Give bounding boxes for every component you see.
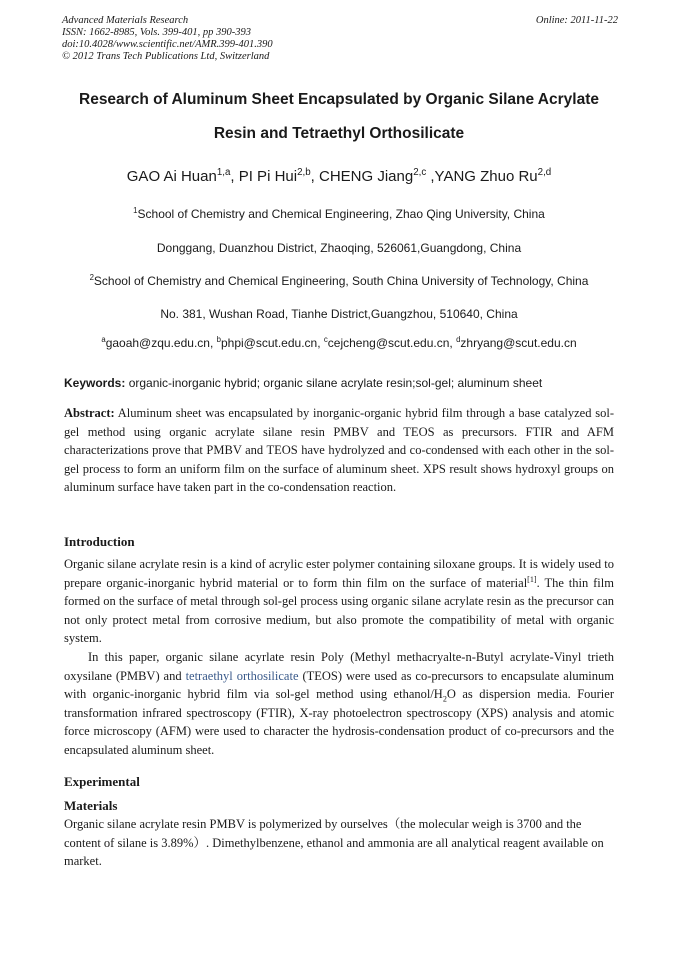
affiliation-1-line-2: Donggang, Duanzhou District, Zhaoqing, 526061,Guangdong, China bbox=[156, 241, 522, 255]
keywords-line bbox=[64, 376, 618, 390]
paper-title-line-1: Research of Aluminum Sheet Encapsulated by Organic Silane Acrylate bbox=[79, 91, 599, 108]
materials-paragraph: Organic silane acrylate resin PMBV is polymerized by ourselves（the molecular weigh is 3700 and the content of silane is 3.89%）. Dimethylbenzene, ethanol and ammonia are all analytical reagent available on market. bbox=[64, 817, 604, 868]
teos-term: tetraethyl orthosilicate bbox=[185, 668, 299, 683]
author-affiliation-sup: 2,d bbox=[537, 167, 552, 178]
doi-line: doi:10.4028/www.scientific.net/AMR.399-401.390 bbox=[62, 39, 273, 50]
abstract bbox=[64, 404, 614, 497]
email-address[interactable]: cejcheng@scut.edu.cn bbox=[327, 336, 450, 350]
keywords-label: Keywords: bbox=[64, 376, 126, 390]
author-name: CHENG Jiang bbox=[318, 168, 414, 185]
email-separator: , bbox=[317, 336, 324, 350]
email-marker: b bbox=[216, 335, 221, 344]
introduction-paragraph-2 bbox=[64, 648, 614, 759]
paragraph-text: Organic silane acrylate resin is a kind of acrylic ester polymer containing siloxane groups. It is widely used to prepare organic-inorganic hybrid material or to form thin film on the surface of material bbox=[64, 557, 614, 590]
author-separator: , bbox=[426, 168, 435, 185]
publication-header bbox=[62, 15, 618, 63]
email-marker: c bbox=[323, 335, 328, 344]
author-list bbox=[40, 168, 638, 185]
subscript: 2 bbox=[442, 694, 447, 704]
introduction-heading: Introduction bbox=[64, 534, 135, 549]
abstract-text: Aluminum sheet was encapsulated by inorganic-organic hybrid film through a base catalyzed sol-gel method using organic acrylate silane resin PMBV and TEOS as precursors. FTIR and AFM characterizations prove that PMBV and TEOS have hydrolyzed and co-condensed with each other in the sol-gel process to form an uniform film on the surface of aluminum sheet. XPS result shows hydroxyl groups on aluminum surface have taken part in the co-condensation reaction. bbox=[64, 406, 614, 494]
affiliation-text: School of Chemistry and Chemical Engineering, Zhao Qing University, China bbox=[137, 207, 545, 221]
author-emails bbox=[40, 336, 638, 350]
author-affiliation-sup: 2,b bbox=[297, 167, 311, 178]
email-address[interactable]: zhryang@scut.edu.cn bbox=[460, 336, 577, 350]
affiliation-2-line-1 bbox=[40, 274, 638, 288]
author-name: PI Pi Hui bbox=[238, 168, 298, 185]
email-marker: a bbox=[101, 335, 106, 344]
paragraph-text: O as dispersion media. Fourier transformation infrared spectroscopy (FTIR), X-ray photoelectron spectroscopy (XPS) analysis and atomic force microscopy (AFM) were used to character the hydrosis-condensation product of co-precursors and the encapsulated aluminum sheet. bbox=[64, 687, 614, 757]
citation-ref[interactable]: [1] bbox=[527, 574, 537, 584]
paragraph-text: . The thin film formed on the surface of metal through sol-gel process using organic silane acrylate resin as the precursor can not only protect metal from corrosive medium, but also promote the compatibility of metal with organic system. bbox=[64, 575, 614, 645]
keywords-text: organic-inorganic hybrid; organic silane acrylate resin;sol-gel; aluminum sheet bbox=[125, 376, 543, 390]
abstract-label: Abstract: bbox=[64, 406, 115, 420]
author-name: YANG Zhuo Ru bbox=[434, 168, 538, 185]
paper-title-line-2: Resin and Tetraethyl Orthosilicate bbox=[213, 125, 465, 142]
affiliation-text: School of Chemistry and Chemical Engineering, South China University of Technology, China bbox=[93, 274, 589, 288]
introduction-paragraph-1 bbox=[64, 555, 614, 648]
author-name: GAO Ai Huan bbox=[126, 168, 217, 185]
experimental-heading: Experimental bbox=[64, 774, 140, 789]
issn-line: ISSN: 1662-8985, Vols. 399-401, pp 390-393 bbox=[62, 27, 251, 38]
affiliation-marker: 2 bbox=[89, 273, 94, 282]
materials-subheading: Materials bbox=[64, 798, 118, 813]
journal-name: Advanced Materials Research bbox=[62, 15, 189, 26]
author-separator: , bbox=[310, 168, 319, 185]
email-marker: d bbox=[456, 335, 461, 344]
paragraph-text: (TEOS) were used as co-precursors to encapsulate aluminum with organic-inorganic hybrid film via sol-gel method using ethanol/H bbox=[64, 668, 614, 701]
paragraph-text: In this paper, organic silane acyrlate resin Poly (Methyl methacryalte-n-Butyl acrylate-Vinyl trieth oxysilane (PMBV) and bbox=[64, 650, 614, 683]
author-affiliation-sup: 1,a bbox=[216, 167, 231, 178]
author-affiliation-sup: 2,c bbox=[413, 167, 427, 178]
copyright-line: © 2012 Trans Tech Publications Ltd, Switzerland bbox=[62, 51, 270, 62]
online-date: Online: 2011-11-22 bbox=[535, 15, 618, 26]
email-separator: , bbox=[209, 336, 217, 350]
affiliation-marker: 1 bbox=[133, 206, 138, 215]
affiliation-1-line-1 bbox=[40, 207, 638, 221]
email-address[interactable]: phpi@scut.edu.cn bbox=[220, 336, 318, 350]
author-separator: , bbox=[230, 168, 239, 185]
email-address[interactable]: gaoah@zqu.edu.cn bbox=[105, 336, 210, 350]
affiliation-2-line-2: No. 381, Wushan Road, Tianhe District,Guangzhou, 510640, China bbox=[160, 307, 518, 321]
email-separator: , bbox=[449, 336, 457, 350]
